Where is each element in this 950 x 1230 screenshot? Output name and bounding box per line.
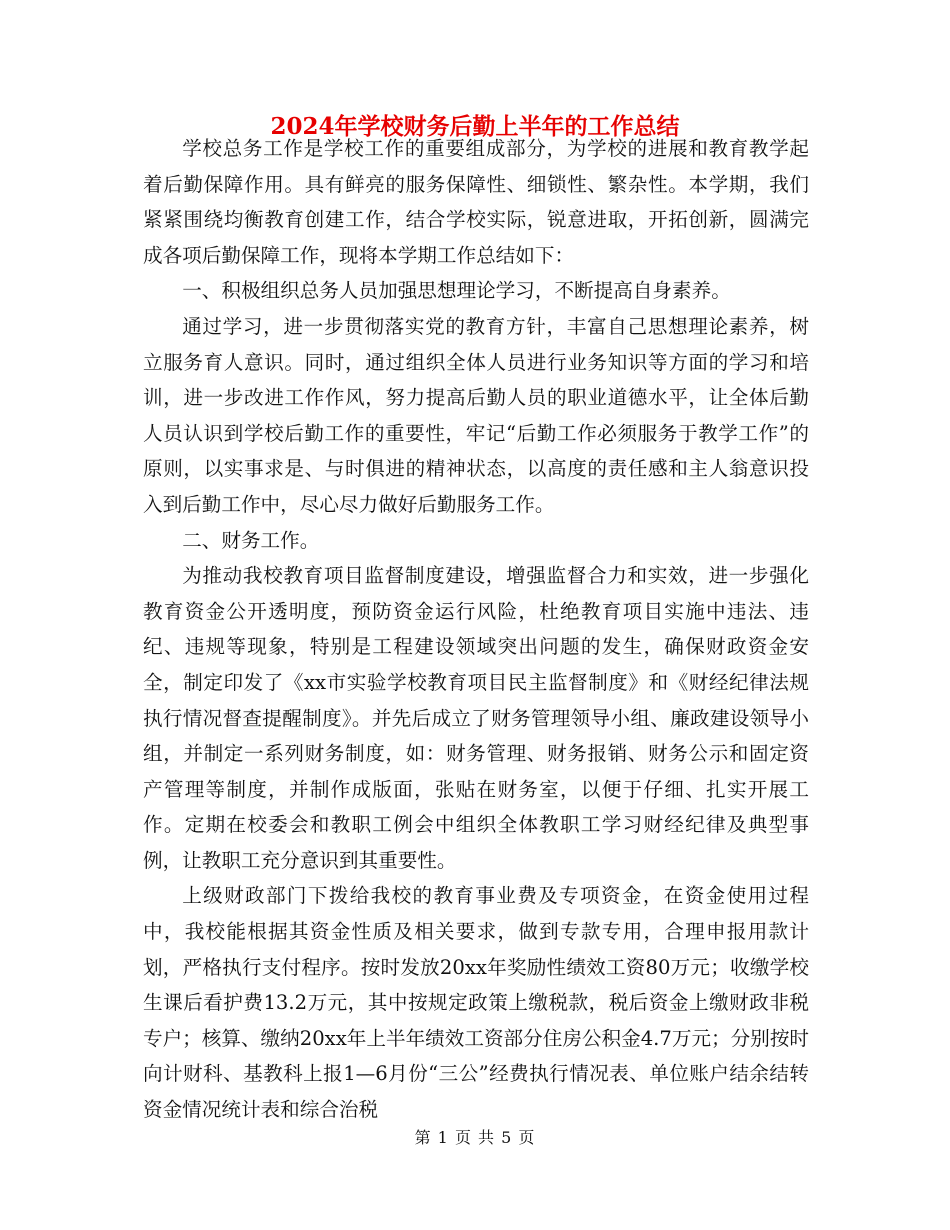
paragraph-finance-system: 为推动我校教育项目监督制度建设，增强监督合力和实效，进一步强化教育资金公开透明度，预防资金运行风险，杜绝教育项目实施中违法、违纪、违规等现象，特别是工程建设领域突出问题的发生，确保财政资金安全，制定印发了《xx市实验学校教育项目民主监督制度》和《财经纪律法规执行情况督查提醒制度》。并先后成立了财务管理领导小组、廉政建设领导小组，并制定一系列财务制度，如：财务管理、财务报销、财务公示和固定资产管理等制度，并制作成版面，张贴在财务室，以便于仔细、扎实开展工作。定期在校委会和教职工例会中组织全体教职工学习财经纪律及典型事例，让教职工充分意识到其重要性。 bbox=[143, 564, 809, 872]
section-heading-2: 二、财务工作。 bbox=[182, 528, 320, 552]
page-footer: 第 1 页 共 5 页 bbox=[414, 1128, 536, 1147]
paragraph-funds: 上级财政部门下拨给我校的教育事业费及专项资金，在资金使用过程中，我校能根据其资金性质及相关要求，做到专款专用，合理申报用款计划，严格执行支付程序。按时发放20xx年奖励性绩效工资80万元；收缴学校生课后看护费13.2万元，其中按规定政策上缴税款，税后资金上缴财政非税专户；核算、缴纳20xx年上半年绩效工资部分住房公积金4.7万元；分别按时向计财科、基教科上报1—6月份“三公”经费执行情况表、单位账户结余结转资金情况统计表和综合治税 bbox=[143, 884, 810, 1122]
section-heading-1: 一、积极组织总务人员加强思想理论学习，不断提高自身素养。 bbox=[182, 279, 731, 303]
paragraph-study: 通过学习，进一步贯彻落实党的教育方针，丰富自己思想理论素养，树立服务育人意识。同时，通过组织全体人员进行业务知识等方面的学习和培训，进一步改进工作作风，努力提高后勤人员的职业道德水平，让全体后勤人员认识到学校后勤工作的重要性，牢记“后勤工作必须服务于教学工作”的原则，以实事求是、与时俱进的精神状态，以高度的责任感和主人翁意识投入到后勤工作中，尽心尽力做好后勤服务工作。 bbox=[143, 314, 809, 516]
document-title: 2024年学校财务后勤上半年的工作总结 bbox=[270, 113, 680, 140]
paragraph-intro: 学校总务工作是学校工作的重要组成部分，为学校的进展和教育教学起着后勤保障作用。具有鲜亮的服务保障性、细锁性、繁杂性。本学期，我们紧紧围绕均衡教育创建工作，结合学校实际，锐意进取，开拓创新，圆满完成各项后勤保障工作，现将本学期工作总结如下： bbox=[143, 137, 809, 267]
document-body bbox=[143, 131, 809, 1128]
